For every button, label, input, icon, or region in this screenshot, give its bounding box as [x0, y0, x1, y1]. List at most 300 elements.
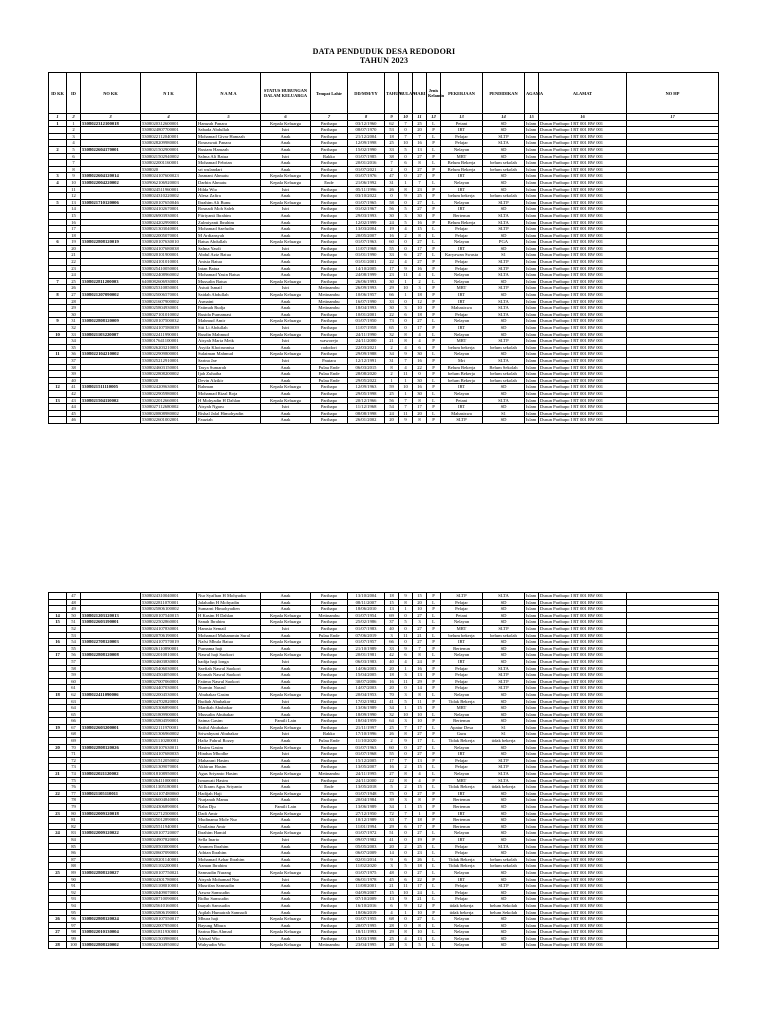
- table-cell: tidak bekerja: [483, 738, 525, 745]
- table-cell: 01/07/1963: [348, 239, 385, 246]
- table-row: [49, 856, 719, 863]
- table-cell: 11/07/1958: [348, 325, 385, 332]
- table-cell: 61: [67, 685, 81, 692]
- table-cell: 18/06/2019: [348, 909, 385, 916]
- table-cell: P: [427, 639, 441, 646]
- table-cell: Paribapo: [311, 909, 348, 916]
- table-cell: 8: [413, 232, 427, 239]
- table-cell: Aisyah Mohamad Nur: [197, 876, 261, 883]
- table-cell: 29: [385, 285, 399, 292]
- table-cell: [81, 896, 141, 903]
- table-cell: 6: [399, 160, 413, 167]
- table-cell: [49, 658, 67, 665]
- table-cell: 30: [385, 305, 399, 312]
- column-number: 10: [399, 114, 413, 121]
- table-cell: [81, 311, 141, 318]
- table-cell: Paribapo: [311, 916, 348, 923]
- table-cell: Sumarni Himohyadien: [197, 606, 261, 613]
- table-cell: 27: [49, 929, 67, 936]
- table-cell: P: [427, 219, 441, 226]
- table-cell: 01/07/1975: [348, 869, 385, 876]
- table-row: [49, 619, 719, 626]
- table-cell: L: [427, 738, 441, 745]
- table-cell: Paribapo: [311, 390, 348, 397]
- table-cell: Islam: [525, 817, 539, 824]
- table-row: [49, 193, 719, 200]
- table-cell: 23: [385, 272, 399, 279]
- table-cell: 65: [385, 325, 399, 332]
- table-cell: 50: [67, 612, 81, 619]
- table-cell: 80: [67, 810, 81, 817]
- table-cell: Islam: [525, 665, 539, 672]
- table-cell: 08/08/1998: [348, 410, 385, 417]
- table-cell: Pelajar: [441, 678, 483, 685]
- table-cell: Dusun Paribapo I RT 001 RW 001: [539, 935, 627, 942]
- table-cell: 9: [399, 902, 413, 909]
- table-cell: IRT: [441, 325, 483, 332]
- table-cell: 94: [67, 902, 81, 909]
- table-cell: [81, 338, 141, 345]
- table-cell: MRT: [441, 705, 483, 712]
- table-cell: belum bekerja: [441, 344, 483, 351]
- table-cell: 31: [385, 179, 399, 186]
- table-cell: Paribapo: [311, 278, 348, 285]
- table-cell: Anak: [261, 909, 311, 916]
- table-cell: Kepala Keluarga: [261, 199, 311, 206]
- table-cell: 25: [413, 843, 427, 850]
- table-cell: 11/01/1994: [348, 823, 385, 830]
- table-row: [49, 625, 719, 632]
- table-cell: 20/04/1984: [348, 797, 385, 804]
- table-cell: 5308024301780001: [141, 876, 197, 883]
- table-cell: Inayah Samsudin: [197, 902, 261, 909]
- table-cell: P: [427, 153, 441, 160]
- table-cell: [81, 265, 141, 272]
- table-cell: Nelayan: [441, 239, 483, 246]
- table-row: [49, 691, 719, 698]
- table-cell: [81, 698, 141, 705]
- table-cell: Saiful Abubakar: [197, 724, 261, 731]
- table-cell: Paribapo: [311, 751, 348, 758]
- table-cell: 90: [67, 876, 81, 883]
- table-cell: [81, 883, 141, 890]
- table-cell: Paribapo: [311, 133, 348, 140]
- table-cell: Batua Abdullah: [197, 239, 261, 246]
- table-cell: 21: [49, 771, 67, 778]
- table-cell: 13: [385, 606, 399, 613]
- table-cell: Paribapo: [311, 226, 348, 233]
- table-cell: Dusun Paribapo I RT 001 RW 001: [539, 338, 627, 345]
- table-cell: 5308020: [141, 166, 197, 173]
- table-cell: 5: [399, 619, 413, 626]
- table-cell: Azwar Samsudin: [197, 889, 261, 896]
- table-cell: Kepala Keluarga: [261, 830, 311, 837]
- table-cell: Islam: [525, 160, 539, 167]
- table-cell: Islam: [525, 338, 539, 345]
- table-cell: Dusun Paribapo I RT 001 RW 001: [539, 883, 627, 890]
- table-cell: 0: [399, 850, 413, 857]
- table-cell: [49, 889, 67, 896]
- table-cell: Paribapo: [311, 757, 348, 764]
- table-cell: 43: [67, 397, 81, 404]
- table-cell: 31: [67, 318, 81, 325]
- table-cell: Paribapo: [311, 705, 348, 712]
- table-cell: P: [427, 909, 441, 916]
- table-cell: [81, 863, 141, 870]
- table-cell: 17: [413, 738, 427, 745]
- table-cell: Islam: [525, 698, 539, 705]
- table-cell: 5308020107650046: [141, 199, 197, 206]
- table-cell: Dusun Paribapo I RT 001 RW 001: [539, 417, 627, 424]
- table-row: [49, 199, 719, 206]
- table-cell: 9: [399, 896, 413, 903]
- table-cell: 33: [385, 146, 399, 153]
- table-cell: SD: [483, 417, 525, 424]
- table-cell: 0: [399, 245, 413, 252]
- table-cell: Belum Bekerja: [441, 364, 483, 371]
- table-cell: Bertenun: [441, 823, 483, 830]
- table-cell: Dusun Paribapo I RT 001 RW 001: [539, 738, 627, 745]
- table-cell: 7: [399, 120, 413, 127]
- table-cell: 11/08/2001: [348, 883, 385, 890]
- table-cell: 71: [67, 751, 81, 758]
- table-cell: L: [427, 331, 441, 338]
- table-cell: 100: [67, 942, 81, 949]
- table-cell: Istri: [261, 751, 311, 758]
- table-cell: P: [427, 298, 441, 305]
- table-cell: 30: [413, 212, 427, 219]
- column-header: PENDIDIKAN: [483, 73, 525, 114]
- table-cell: 5308020107500032: [141, 318, 197, 325]
- table-cell: 5: [399, 206, 413, 213]
- table-cell: [49, 777, 67, 784]
- table-cell: belum Sekolah: [483, 902, 525, 909]
- table-cell: Anak: [261, 193, 311, 200]
- table-row: [49, 140, 719, 147]
- table-cell: 24: [385, 410, 399, 417]
- table-cell: [81, 186, 141, 193]
- table-cell: Bertenun: [441, 797, 483, 804]
- table-cell: 01/07/1954: [348, 612, 385, 619]
- table-cell: Istri: [261, 625, 311, 632]
- table-cell: 5308022010810001: [141, 652, 197, 659]
- table-cell: 6: [385, 902, 399, 909]
- table-cell: [81, 823, 141, 830]
- table-cell: [627, 896, 719, 903]
- table-cell: 1: [399, 179, 413, 186]
- table-cell: 15: [413, 705, 427, 712]
- table-cell: P: [427, 206, 441, 213]
- table-cell: [49, 127, 67, 134]
- table-cell: 12/09/1963: [348, 384, 385, 391]
- table-cell: P: [427, 325, 441, 332]
- table-row: [49, 179, 719, 186]
- table-cell: 26: [49, 916, 67, 923]
- table-cell: 8: [413, 922, 427, 929]
- table-cell: Islam: [525, 639, 539, 646]
- column-header: N A M A: [197, 73, 261, 114]
- table-cell: Paribapo: [311, 810, 348, 817]
- table-cell: Paribapo: [311, 658, 348, 665]
- table-cell: P: [427, 338, 441, 345]
- table-cell: Anak: [261, 133, 311, 140]
- table-cell: 58: [67, 665, 81, 672]
- table-cell: 2: [399, 764, 413, 771]
- table-cell: [627, 166, 719, 173]
- table-cell: 20/12/1966: [348, 397, 385, 404]
- table-cell: [627, 199, 719, 206]
- table-cell: belum sekolah: [483, 632, 525, 639]
- table-cell: 27: [413, 259, 427, 266]
- table-cell: P: [427, 417, 441, 424]
- table-cell: P: [427, 625, 441, 632]
- table-cell: SD: [483, 146, 525, 153]
- table-cell: SD: [483, 817, 525, 824]
- table-cell: [81, 305, 141, 312]
- table-cell: [627, 219, 719, 226]
- table-cell: 7: [385, 160, 399, 167]
- table-cell: 16: [385, 678, 399, 685]
- table-row: [49, 232, 719, 239]
- table-cell: Dusun Paribapo I RT 001 RW 001: [539, 797, 627, 804]
- table-row: [49, 371, 719, 378]
- table-cell: [81, 344, 141, 351]
- table-cell: Salma Ali Batua: [197, 153, 261, 160]
- table-row: [49, 318, 719, 325]
- table-cell: Islam: [525, 889, 539, 896]
- table-cell: Anak: [261, 883, 311, 890]
- table-cell: 30: [413, 390, 427, 397]
- table-cell: 11: [399, 883, 413, 890]
- table-cell: [81, 804, 141, 811]
- table-cell: Paribapo: [311, 272, 348, 279]
- table-row: [49, 384, 719, 391]
- table-cell: [627, 658, 719, 665]
- table-cell: 5308024310040001: [141, 593, 197, 600]
- column-header: AGAMA: [525, 73, 539, 114]
- table-cell: [49, 305, 67, 312]
- table-cell: 23/04/1995: [348, 942, 385, 949]
- table-cell: [627, 186, 719, 193]
- column-header: BULAN: [399, 73, 413, 114]
- table-cell: 64: [67, 705, 81, 712]
- table-cell: Istri: [261, 127, 311, 134]
- table-row: [49, 869, 719, 876]
- table-cell: P: [427, 305, 441, 312]
- table-cell: 7: [399, 810, 413, 817]
- table-cell: Kepala Keluarga: [261, 384, 311, 391]
- table-cell: Kepala Keluarga: [261, 652, 311, 659]
- table-cell: 8: [49, 292, 67, 299]
- table-cell: Rahman: [197, 384, 261, 391]
- table-cell: Nurjanah Mamu: [197, 797, 261, 804]
- table-cell: Afrisal Wio: [197, 935, 261, 942]
- table-cell: 23: [413, 186, 427, 193]
- table-cell: 22: [49, 790, 67, 797]
- table-cell: 8: [385, 364, 399, 371]
- table-cell: Hasim Gasim: [197, 744, 261, 751]
- table-cell: Bertenun: [441, 212, 483, 219]
- table-cell: Samsudin Nurang: [197, 869, 261, 876]
- table-cell: Anak: [261, 232, 311, 239]
- table-cell: Sanah Ibrahim: [197, 619, 261, 626]
- table-cell: 16: [385, 764, 399, 771]
- table-cell: MRT: [441, 625, 483, 632]
- table-cell: Pelajar: [441, 232, 483, 239]
- table-cell: P: [427, 698, 441, 705]
- table-cell: 8: [399, 929, 413, 936]
- table-cell: 7: [399, 357, 413, 364]
- table-cell: Belum Bekerja: [441, 219, 483, 226]
- table-cell: 1: [399, 705, 413, 712]
- table-cell: Pelajar: [441, 140, 483, 147]
- table-cell: L: [427, 771, 441, 778]
- table-cell: SD: [483, 179, 525, 186]
- table-cell: 0: [399, 836, 413, 843]
- table-cell: Nur Syafhan H Mohyadin: [197, 593, 261, 600]
- table-cell: 5308022111970001: [141, 724, 197, 731]
- table-cell: 5308026411000001: [141, 777, 197, 784]
- table-cell: Tidak Bekerja: [441, 856, 483, 863]
- table-cell: 39: [67, 371, 81, 378]
- table-cell: 5308022411990001: [141, 331, 197, 338]
- table-cell: 5308022808120009: [81, 318, 141, 325]
- table-row: [49, 186, 719, 193]
- table-row: [49, 731, 719, 738]
- table-cell: Dusun Paribapo I RT 001 RW 001: [539, 232, 627, 239]
- table-cell: Islam: [525, 212, 539, 219]
- table-cell: 27/12/1950: [348, 810, 385, 817]
- table-cell: Siti Li Abdullah: [197, 325, 261, 332]
- table-cell: 5308020107750021: [141, 869, 197, 876]
- table-cell: [627, 909, 719, 916]
- table-cell: 5308024907820001: [141, 836, 197, 843]
- table-cell: Mudinama Mole Nur: [197, 817, 261, 824]
- table-cell: 25: [385, 935, 399, 942]
- table-cell: Pulau Ende: [311, 364, 348, 371]
- table-cell: Paribapo: [311, 876, 348, 883]
- table-cell: [49, 606, 67, 613]
- table-cell: Dusun Paribapo I RT 001 RW 001: [539, 863, 627, 870]
- table-cell: Islam: [525, 404, 539, 411]
- table-cell: [627, 869, 719, 876]
- table-cell: 27: [413, 744, 427, 751]
- table-row: [49, 593, 719, 600]
- table-cell: 34: [385, 804, 399, 811]
- table-cell: 24/11/2000: [348, 338, 385, 345]
- table-cell: 13/06/1989: [348, 804, 385, 811]
- table-cell: P: [427, 364, 441, 371]
- table-cell: 7: [399, 724, 413, 731]
- table-cell: Islam: [525, 645, 539, 652]
- table-cell: P: [427, 259, 441, 266]
- table-cell: P: [427, 285, 441, 292]
- table-cell: Mussalin Abubakar: [197, 711, 261, 718]
- table-cell: [81, 390, 141, 397]
- table-cell: 5308021607900002: [141, 298, 197, 305]
- table-cell: Istri: [261, 876, 311, 883]
- table-cell: L: [427, 744, 441, 751]
- table-cell: Dusun Paribapo I RT 001 RW 001: [539, 929, 627, 936]
- table-cell: 25: [385, 724, 399, 731]
- table-cell: 98: [67, 929, 81, 936]
- table-cell: 55: [385, 245, 399, 252]
- table-cell: 5308025806100002: [141, 606, 197, 613]
- table-cell: 33: [385, 645, 399, 652]
- table-cell: 5308020107550017: [141, 916, 197, 923]
- table-cell: 5308020312600001: [141, 120, 197, 127]
- table-cell: Nelayan: [441, 935, 483, 942]
- table-cell: 16/07/1990: [348, 298, 385, 305]
- table-cell: [627, 797, 719, 804]
- column-header: ALAMAT: [539, 73, 627, 114]
- table-cell: Dusun Paribapo I RT 001 RW 001: [539, 404, 627, 411]
- table-cell: Islam: [525, 305, 539, 312]
- table-cell: Dusun Paribapo I RT 001 RW 001: [539, 153, 627, 160]
- table-cell: Dusun Paribapo I RT 001 RW 001: [539, 777, 627, 784]
- table-cell: 6: [49, 239, 67, 246]
- table-cell: Anak: [261, 817, 311, 824]
- table-cell: 5308022304950002: [141, 942, 197, 949]
- table-cell: L: [427, 869, 441, 876]
- table-cell: 95: [67, 909, 81, 916]
- table-cell: Nelayan: [441, 869, 483, 876]
- table-cell: 5308026110890001: [141, 645, 197, 652]
- table-row: [49, 325, 719, 332]
- table-cell: Hafiz Fahrul Rozzy: [197, 738, 261, 745]
- table-cell: [81, 140, 141, 147]
- table-cell: 9: [399, 193, 413, 200]
- column-header: N I K: [141, 73, 197, 114]
- table-cell: [49, 140, 67, 147]
- table-cell: Islam: [525, 836, 539, 843]
- table-cell: Paribapo: [311, 843, 348, 850]
- table-cell: 01/01/2001: [348, 259, 385, 266]
- table-row: [49, 146, 719, 153]
- table-cell: 84: [67, 836, 81, 843]
- table-cell: 10: [399, 384, 413, 391]
- table-cell: Istri: [261, 404, 311, 411]
- table-cell: 27: [413, 252, 427, 259]
- table-cell: Alesa Zafira: [197, 193, 261, 200]
- table-cell: Pelajar: [441, 889, 483, 896]
- table-cell: [49, 738, 67, 745]
- table-cell: 10: [399, 140, 413, 147]
- table-cell: Paribapo: [311, 212, 348, 219]
- table-cell: Paribapo: [311, 318, 348, 325]
- table-cell: L: [427, 226, 441, 233]
- table-cell: Sabada Abdullah: [197, 127, 261, 134]
- table-cell: Dusun Paribapo I RT 001 RW 001: [539, 390, 627, 397]
- table-cell: Mahmud Amir: [197, 318, 261, 325]
- table-cell: 25: [385, 390, 399, 397]
- table-cell: Dusun Paribapo I RT 001 RW 001: [539, 133, 627, 140]
- column-number: 3: [81, 114, 141, 121]
- table-cell: [49, 823, 67, 830]
- table-cell: 4: [399, 364, 413, 371]
- table-cell: Islam: [525, 896, 539, 903]
- table-cell: Islam: [525, 810, 539, 817]
- table-row: [49, 817, 719, 824]
- table-cell: MRT: [441, 285, 483, 292]
- table-cell: Paribapo: [311, 127, 348, 134]
- table-cell: SD: [483, 869, 525, 876]
- table-cell: [81, 665, 141, 672]
- table-cell: SD: [483, 652, 525, 659]
- table-cell: Paribapo: [311, 777, 348, 784]
- table-cell: [627, 850, 719, 857]
- table-cell: Aisyah Ngaru: [197, 404, 261, 411]
